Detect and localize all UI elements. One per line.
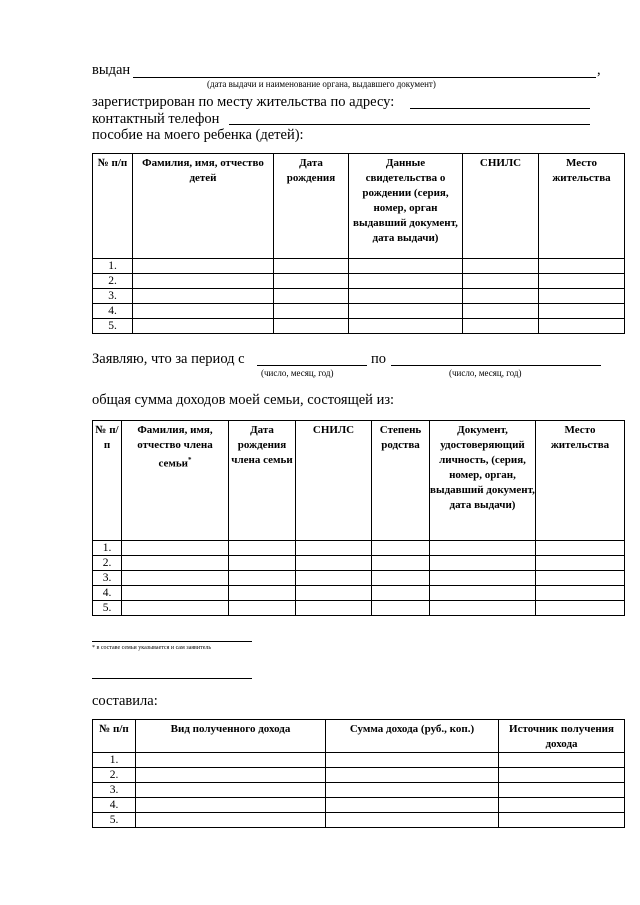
registered-label: зарегистрирован по месту жительства по адресу: (92, 94, 395, 110)
divider (92, 678, 252, 679)
benefit-label: пособие на моего ребенка (детей): (92, 127, 304, 143)
header-member-birth-date: Дата рождения члена семьи (229, 421, 296, 541)
table-cell[interactable] (122, 571, 229, 586)
table-cell[interactable] (122, 556, 229, 571)
row-number: 2. (93, 274, 133, 289)
table-cell[interactable] (463, 304, 539, 319)
phone-field[interactable] (229, 124, 590, 125)
table-cell[interactable] (536, 556, 625, 571)
header-number: № п/п (93, 421, 122, 541)
table-cell[interactable] (326, 798, 499, 813)
table-cell[interactable] (296, 571, 372, 586)
table-cell[interactable] (133, 289, 274, 304)
table-cell[interactable] (372, 541, 430, 556)
table-cell[interactable] (349, 259, 463, 274)
header-snils: СНИЛС (463, 154, 539, 259)
footnote-marker: * (188, 456, 192, 464)
table-cell[interactable] (499, 813, 625, 828)
table-row (93, 274, 625, 289)
table-cell[interactable] (133, 274, 274, 289)
table-cell[interactable] (133, 259, 274, 274)
table-cell[interactable] (349, 274, 463, 289)
table-cell[interactable] (274, 274, 349, 289)
period-declare-label: Заявляю, что за период с (92, 351, 245, 367)
row-number: 2. (93, 556, 122, 571)
registered-address-field[interactable] (410, 108, 590, 109)
table-row (93, 289, 625, 304)
issued-caption: (дата выдачи и наименование органа, выдавшего документ) (207, 79, 436, 89)
issued-field[interactable] (133, 77, 596, 78)
row-number: 3. (93, 783, 136, 798)
header-child-name: Фамилия, имя, отчество детей (133, 154, 274, 259)
table-row (93, 601, 625, 616)
header-number: № п/п (93, 720, 136, 753)
footnote (92, 645, 211, 651)
composed-label: составила: (92, 693, 158, 709)
row-number: 1. (93, 259, 133, 274)
table-row (93, 768, 625, 783)
table-cell[interactable] (536, 601, 625, 616)
table-cell[interactable] (349, 319, 463, 334)
row-number: 1. (93, 753, 136, 768)
table-cell[interactable] (133, 319, 274, 334)
header-birth-date: Дата рождения (274, 154, 349, 259)
table-row (93, 304, 625, 319)
table-cell[interactable] (372, 601, 430, 616)
table-cell[interactable] (536, 541, 625, 556)
table-row (93, 541, 625, 556)
table-cell[interactable] (296, 541, 372, 556)
header-member-name-text: Фамилия, имя, отчество члена семьи (137, 424, 213, 470)
table-cell[interactable] (349, 289, 463, 304)
header-birth-certificate: Данные свидетельства о рождении (серия, номер, орган выдавший документ, дата выдачи) (349, 154, 463, 259)
row-number: 3. (93, 571, 122, 586)
header-income-type: Вид полученного дохода (136, 720, 326, 753)
income-table (92, 719, 625, 828)
table-cell[interactable] (229, 601, 296, 616)
table-cell[interactable] (326, 768, 499, 783)
header-residence: Место жительства (536, 421, 625, 541)
table-cell[interactable] (296, 556, 372, 571)
footnote-text: в составе семьи указывается и сам заявитель (96, 645, 212, 651)
family-table (92, 420, 625, 616)
table-cell[interactable] (372, 556, 430, 571)
table-row (93, 556, 625, 571)
period-from-caption: (число, месяц, год) (261, 368, 334, 378)
table-cell[interactable] (499, 783, 625, 798)
row-number: 4. (93, 304, 133, 319)
issued-label: выдан (92, 62, 131, 78)
table-cell[interactable] (539, 289, 625, 304)
family-intro: общая сумма доходов моей семьи, состоящей из: (92, 392, 395, 408)
table-cell[interactable] (430, 556, 536, 571)
table-cell[interactable] (430, 586, 536, 601)
table-cell[interactable] (499, 753, 625, 768)
family-table-header-row (93, 421, 625, 541)
table-cell[interactable] (539, 319, 625, 334)
row-number: 4. (93, 586, 122, 601)
header-relationship: Степень родства (372, 421, 430, 541)
table-row (93, 319, 625, 334)
table-cell[interactable] (229, 556, 296, 571)
table-row (93, 259, 625, 274)
table-cell[interactable] (539, 259, 625, 274)
table-cell[interactable] (463, 259, 539, 274)
table-cell[interactable] (372, 571, 430, 586)
table-cell[interactable] (430, 571, 536, 586)
phone-label: контактный телефон (92, 111, 220, 127)
table-cell[interactable] (463, 289, 539, 304)
table-cell[interactable] (229, 586, 296, 601)
table-cell[interactable] (136, 753, 326, 768)
table-cell[interactable] (499, 768, 625, 783)
period-to-caption: (число, месяц, год) (449, 368, 522, 378)
header-id-document: Документ, удостоверяющий личность, (серия, номер, орган, выдавший документ, дата выдачи) (430, 421, 536, 541)
table-row (93, 813, 625, 828)
table-cell[interactable] (536, 571, 625, 586)
table-cell[interactable] (372, 586, 430, 601)
period-from-field[interactable] (257, 365, 367, 366)
table-cell[interactable] (229, 541, 296, 556)
table-cell[interactable] (326, 753, 499, 768)
row-number: 5. (93, 601, 122, 616)
row-number: 5. (93, 319, 133, 334)
table-cell[interactable] (274, 304, 349, 319)
row-number: 2. (93, 768, 136, 783)
table-cell[interactable] (296, 586, 372, 601)
header-number: № п/п (93, 154, 133, 259)
table-cell[interactable] (122, 541, 229, 556)
table-row (93, 753, 625, 768)
footnote-marker: * (92, 645, 95, 651)
table-row (93, 783, 625, 798)
table-cell[interactable] (274, 259, 349, 274)
table-cell[interactable] (326, 813, 499, 828)
footnote-separator (92, 641, 252, 642)
row-number: 4. (93, 798, 136, 813)
header-income-source: Источник получения дохода (499, 720, 625, 753)
table-cell[interactable] (296, 601, 372, 616)
table-cell[interactable] (349, 304, 463, 319)
header-income-amount: Сумма дохода (руб., коп.) (326, 720, 499, 753)
children-table (92, 153, 625, 334)
table-cell[interactable] (463, 319, 539, 334)
table-cell[interactable] (539, 274, 625, 289)
income-table-header-row (93, 720, 625, 753)
row-number: 3. (93, 289, 133, 304)
table-cell[interactable] (463, 274, 539, 289)
table-cell[interactable] (136, 813, 326, 828)
row-number: 1. (93, 541, 122, 556)
period-to-label: по (371, 351, 387, 367)
table-cell[interactable] (430, 541, 536, 556)
row-number: 5. (93, 813, 136, 828)
table-cell[interactable] (122, 601, 229, 616)
table-cell[interactable] (136, 798, 326, 813)
table-row (93, 586, 625, 601)
table-cell[interactable] (136, 783, 326, 798)
children-table-header-row (93, 154, 625, 259)
issued-line (92, 62, 130, 79)
table-cell[interactable] (326, 783, 499, 798)
table-cell[interactable] (122, 586, 229, 601)
issued-comma: , (597, 62, 601, 78)
header-residence: Место жительства (539, 154, 625, 259)
header-snils: СНИЛС (296, 421, 372, 541)
table-cell[interactable] (430, 601, 536, 616)
table-cell[interactable] (499, 798, 625, 813)
table-row (93, 571, 625, 586)
table-cell[interactable] (539, 304, 625, 319)
table-cell[interactable] (136, 768, 326, 783)
header-member-name (122, 421, 229, 541)
table-cell[interactable] (536, 586, 625, 601)
table-cell[interactable] (274, 289, 349, 304)
table-cell[interactable] (274, 319, 349, 334)
table-cell[interactable] (133, 304, 274, 319)
table-row (93, 798, 625, 813)
period-to-field[interactable] (391, 365, 601, 366)
table-cell[interactable] (229, 571, 296, 586)
